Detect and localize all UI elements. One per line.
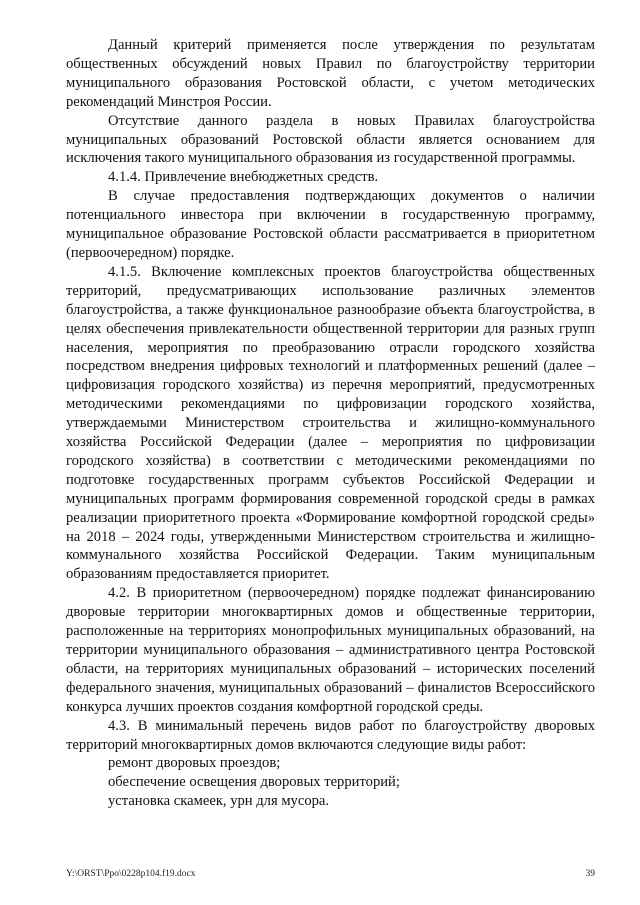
section-heading-4-1-4: 4.1.4. Привлечение внебюджетных средств.	[108, 169, 379, 186]
paragraph-4-3: 4.3. В минимальный перечень видов работ по благоустройству дворовых территорий многоквартирных домов включаются следующие виды работ:	[66, 717, 595, 753]
list-item: ремонт дворовых проездов;	[108, 755, 281, 772]
list-item: обеспечение освещения дворовых территорий;	[108, 774, 400, 791]
document-page	[66, 36, 595, 811]
paragraph-4-2: 4.2. В приоритетном (первоочередном) порядке подлежат финансированию дворовые территории многоквартирных домов и общественные территории, расположенные на территориях монопрофильных муниципальных образований, на территории муниципального образования – административного центра Ростовской области, на территориях муниципальных образований – исторических поселений федерального значения, муниципальных образований – финалистов Всероссийского конкурса лучших проектов создания комфортной городской среды.	[66, 585, 595, 715]
paragraph-4-1-5: 4.1.5. Включение комплексных проектов благоустройства общественных территорий, предусматривающих использование различных элементов благоустройства, а также функциональное разнообразие объекта благоустройства, в целях обеспечения привлекательности общественной территории для разных групп населения, мероприятия по преобразованию отрасли городского хозяйства посредством внедрения цифровых технологий и платформенных решений (далее – цифровизация городского хозяйства) из перечня мероприятий, предусмотренных методическими рекомендациями по цифровизации городского хозяйства, утверждаемыми Министерством строительства и жилищно-коммунального хозяйства Российской Федерации (далее – мероприятия по цифровизации городского хозяйства) в соответствии с методическими рекомендациями по подготовке государственных программ субъектов Российской Федерации и муниципальных программ формирования современной городской среды в рамках реализации приоритетного проекта «Формирование комфортной городской среды» на 2018 – 2024 годы, утвержденными Министерством строительства и жилищно-коммунального хозяйства Российской Федерации. Таким муниципальным образованиям предоставляется приоритет.	[66, 263, 595, 583]
footer-file-path: Y:\ORST\Ppo\0228p104.f19.docx	[66, 869, 196, 879]
paragraph-absence: Отсутствие данного раздела в новых Правилах благоустройства муниципальных образований Ростовской области является основанием для исключения такого муниципального образования из государственной программы.	[66, 112, 595, 167]
page-number: 39	[585, 869, 595, 879]
list-item: установка скамеек, урн для мусора.	[108, 793, 330, 810]
paragraph-investor: В случае предоставления подтверждающих документов о наличии потенциального инвестора при включении в государственную программу, муниципальное образование Ростовской области рассматривается в приоритетном (первоочередном) порядке.	[66, 188, 595, 261]
paragraph-criterion: Данный критерий применяется после утверждения по результатам общественных обсуждений новых Правил по благоустройству территории муниципального образования Ростовской области, с учетом методических рекомендаций Минстроя России.	[66, 37, 595, 110]
page-footer	[66, 869, 595, 883]
